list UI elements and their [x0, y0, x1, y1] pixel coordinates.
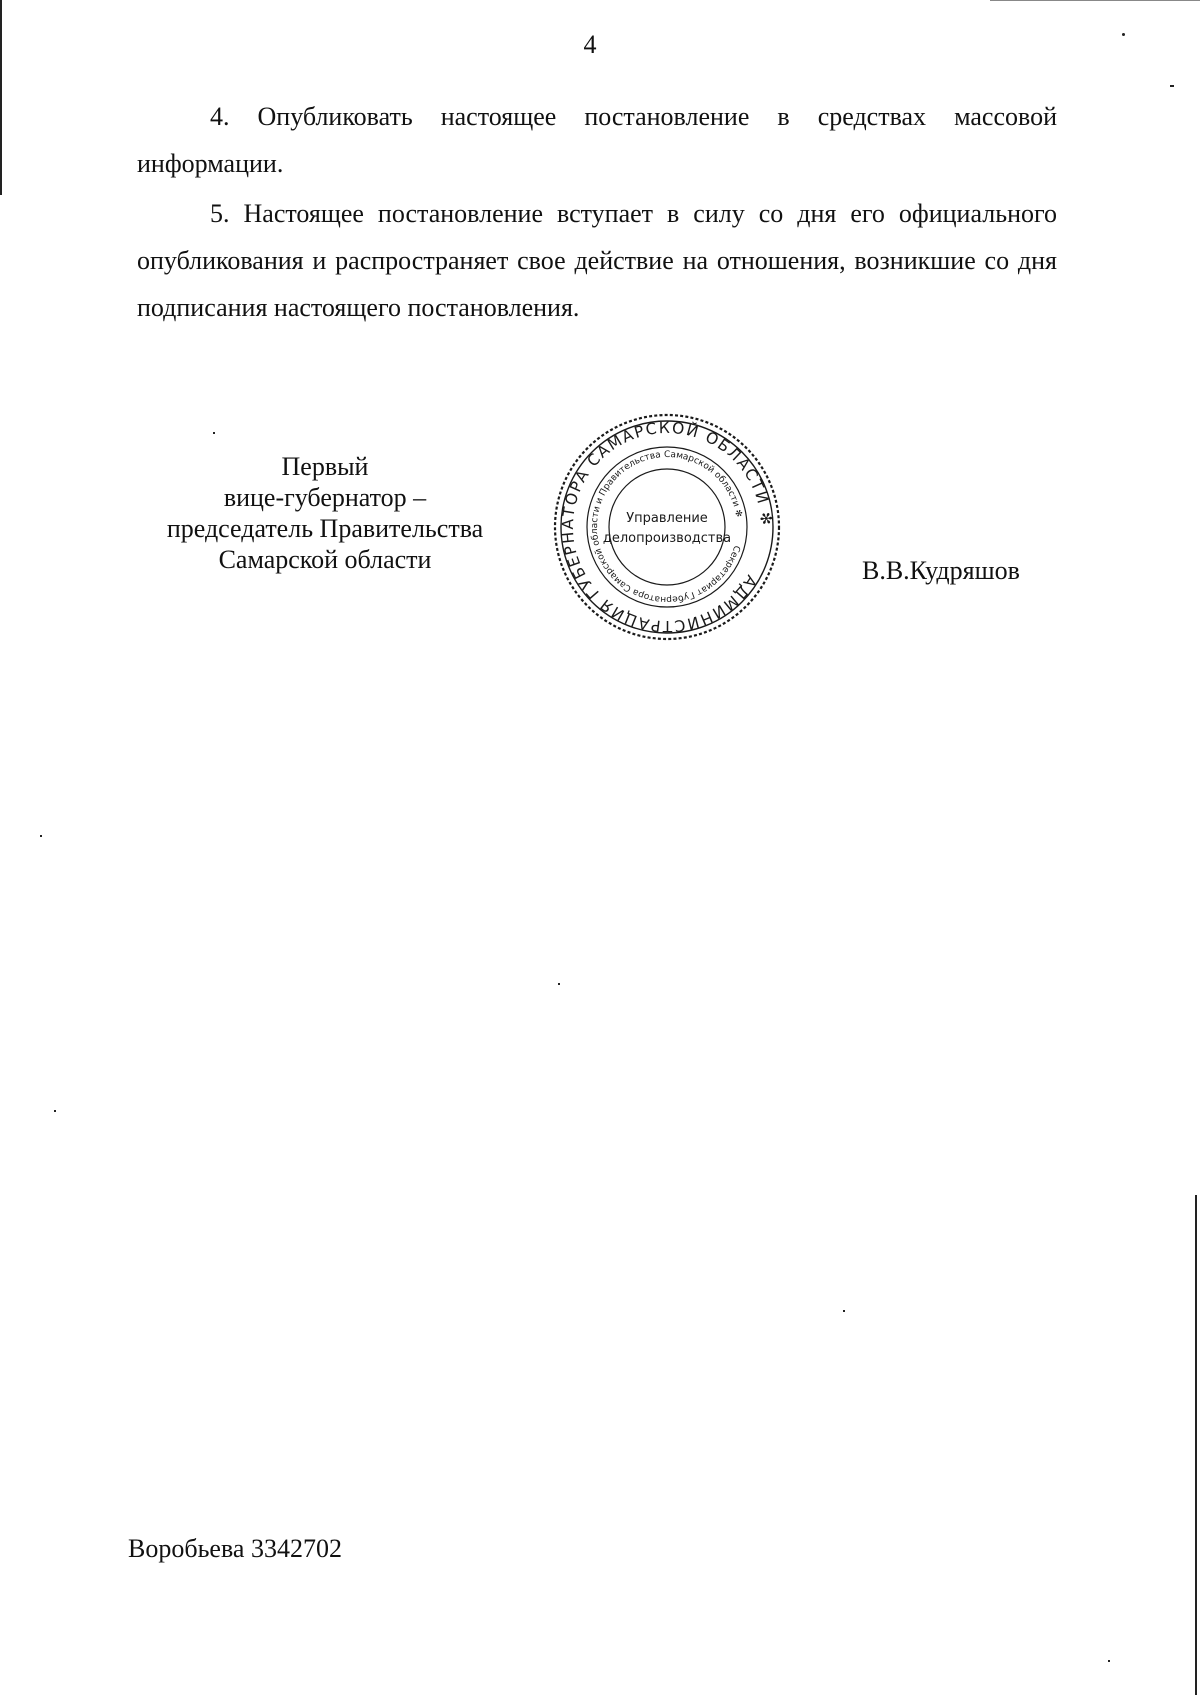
scan-speck [1108, 1660, 1110, 1662]
official-seal [552, 412, 782, 642]
paragraph-5-number: 5. [210, 199, 230, 228]
signer-position [140, 451, 510, 575]
scan-speck [1170, 85, 1174, 87]
seal-center-line: делопроизводства [602, 531, 732, 546]
signer-position-line: вице-губернатор – [223, 483, 427, 512]
seal-graphic [552, 412, 782, 642]
scan-speck [558, 983, 560, 985]
page-number: 4 [583, 30, 597, 59]
paragraph-5 [137, 190, 1057, 331]
seal-ring [609, 469, 725, 585]
paragraph-4-number: 4. [210, 102, 230, 131]
seal-outer-text: АДМИНИСТРАЦИЯ ГУБЕРНАТОРА САМАРСКОЙ ОБЛАСТИ ✻ [558, 418, 776, 636]
scan-edge-line [1195, 1195, 1197, 1695]
seal-center-line: Управление [626, 511, 708, 526]
seal-ring [587, 447, 747, 607]
seal-inner-text: Секретариат Губернатора Самарской области и Правительства Самарской области ✻ [589, 449, 744, 605]
signer-position-line: Самарской области [218, 545, 432, 574]
scan-speck [843, 1310, 845, 1312]
scan-speck [213, 432, 215, 434]
signer-position-line: Первый [281, 452, 369, 481]
scan-speck [54, 1110, 56, 1112]
scan-speck [40, 835, 42, 837]
signer-name: В.В.Кудряшов [862, 556, 1020, 585]
scan-edge-line [990, 0, 1200, 1]
signer-position-line: председатель Правительства [166, 514, 484, 543]
seal-outer-ring [555, 415, 779, 639]
executor-contact: Воробьева 3342702 [128, 1534, 342, 1563]
scan-edge-line [0, 0, 2, 195]
scan-speck [1122, 33, 1125, 36]
paragraph-5-text: Настоящее постановление вступает в силу со дня его официального опубликования и распространяет свое действие на отношения, возникшие со дня подписания настоящего постановления. [137, 199, 1058, 322]
paragraph-4 [137, 93, 1057, 187]
paragraph-4-text: Опубликовать настоящее постановление в средствах массовой информации. [137, 102, 1057, 178]
